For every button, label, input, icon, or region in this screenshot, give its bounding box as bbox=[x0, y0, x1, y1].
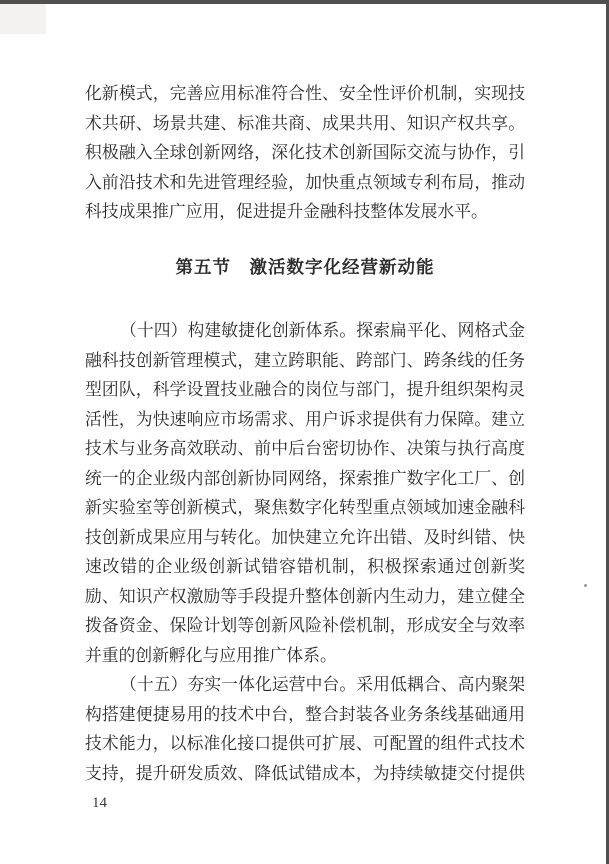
text-line: 化新模式，完善应用标准符合性、安全性评价机制，实现技 bbox=[85, 84, 525, 103]
text-line: 统一的企业级内部创新协同网络，探索推广数字化工厂、创 bbox=[85, 468, 525, 488]
scan-corner-shade bbox=[0, 4, 46, 34]
text-line: 新实验室等创新模式，聚焦数字化转型重点领域加速金融科 bbox=[85, 498, 525, 517]
text-line: （十四）构建敏捷化创新体系。探索扁平化、网格式金 bbox=[120, 321, 525, 340]
text-line: 融科技创新管理模式，建立跨职能、跨部门、跨条线的任务 bbox=[85, 350, 525, 370]
text-line: 构搭建便捷易用的技术中台，整合封装各业务条线基础通用 bbox=[85, 704, 525, 724]
scan-speck bbox=[584, 584, 587, 587]
text-line: 励、知识产权激励等手段提升整体创新内生动力，建立健全 bbox=[85, 586, 525, 606]
text-line: 术共研、场景共建、标准共商、成果共用、知识产权共享。 bbox=[85, 113, 525, 133]
text-content bbox=[85, 79, 525, 788]
page-number: 14 bbox=[92, 795, 107, 811]
text-line: （十五）夯实一体化运营中台。采用低耦合、高内聚架 bbox=[120, 675, 525, 694]
text-line: 并重的创新孵化与应用推广体系。 bbox=[85, 645, 337, 665]
text-line: 速改错的企业级创新试错容错机制，积极探索通过创新奖 bbox=[85, 557, 525, 576]
text-line: 技术与业务高效联动、前中后台密切协作、决策与执行高度 bbox=[85, 439, 525, 458]
text-line: 技创新成果应用与转化。加快建立允许出错、及时纠错、快 bbox=[85, 527, 525, 547]
text-line: 科技成果推广应用，促进提升金融科技整体发展水平。 bbox=[85, 202, 488, 221]
text-line: 活性，为快速响应市场需求、用户诉求提供有力保障。建立 bbox=[85, 409, 525, 429]
text-line: 积极融入全球创新网络，深化技术创新国际交流与协作，引 bbox=[85, 143, 525, 162]
text-line: 入前沿技术和先进管理经验，加快重点领域专利布局，推动 bbox=[85, 172, 525, 192]
text-line: 支持，提升研发质效、降低试错成本，为持续敏捷交付提供 bbox=[85, 763, 525, 783]
text-line: 技术能力，以标准化接口提供可扩展、可配置的组件式技术 bbox=[85, 734, 525, 753]
section-heading: 第五节 激活数字化经营新动能 bbox=[175, 256, 435, 277]
text-line: 型团队，科学设置技业融合的岗位与部门，提升组织架构灵 bbox=[85, 380, 525, 399]
text-line: 拨备资金、保险计划等创新风险补偿机制，形成安全与效率 bbox=[85, 616, 525, 635]
scan-top-edge bbox=[0, 0, 609, 4]
